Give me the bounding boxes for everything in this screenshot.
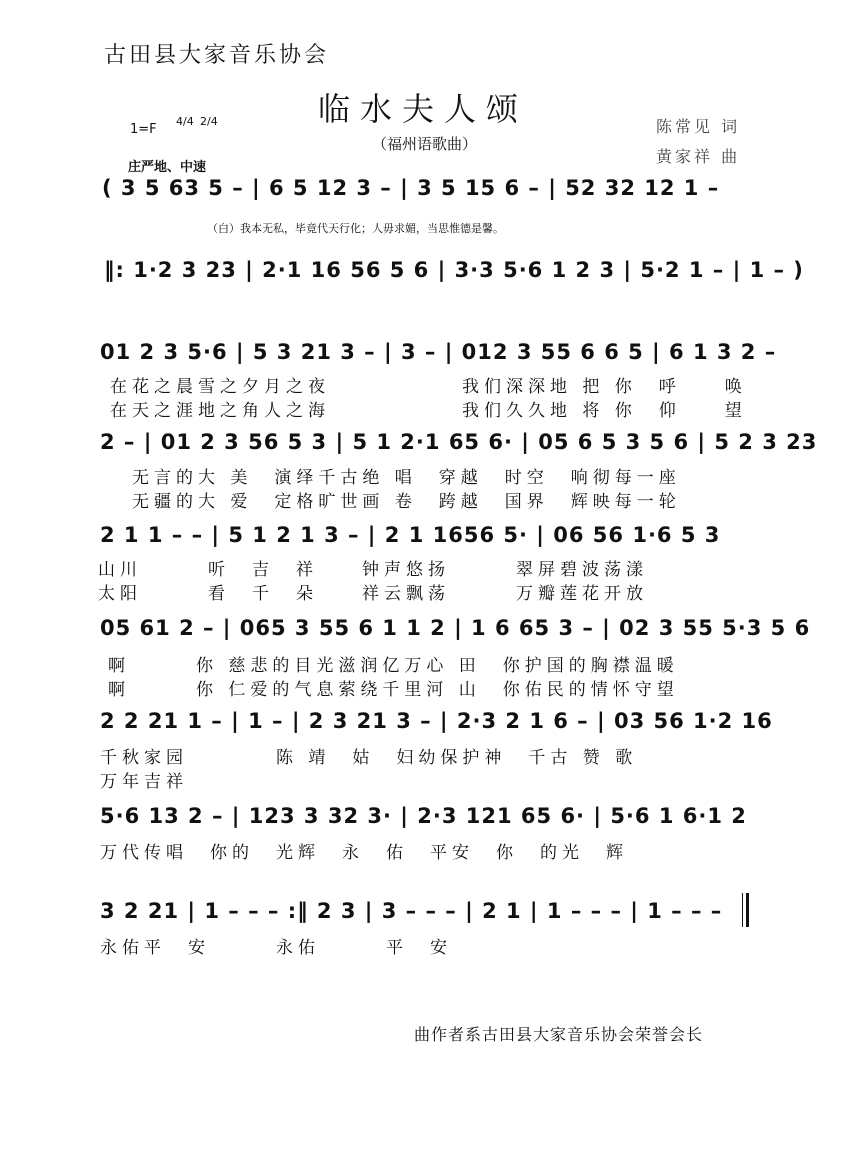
- score-line-7-lyric-1: 千秋家园 陈 靖 姑 妇幼保护神 千古 赞 歌: [100, 748, 638, 768]
- score-line-8-lyric-1: 万代传唱 你的 光辉 永 佑 平安 你 的光 辉: [100, 843, 628, 863]
- final-barline-thin: [742, 893, 743, 927]
- association-name: 古田县大家音乐协会: [104, 43, 330, 68]
- final-barline-thick: [746, 893, 749, 927]
- score-line-8-notes: 5·6 13 2 – | 123 3 32 3· | 2·3 121 65 6· | 5·6 1 6·1 2: [100, 804, 747, 828]
- score-line-9-notes: 3 2 21 | 1 – – – :‖ 2 3 | 3 – – – | 2 1 | 1 – – – | 1 – – –: [100, 899, 723, 923]
- score-line-5-lyric-2: 太阳 看 千 朵 祥云飘荡 万瓣莲花开放: [98, 584, 648, 604]
- song-title: 临水夫人颂: [318, 90, 529, 128]
- score-line-3-lyric-2: 在天之涯地之角人之海 我们久久地 将 你 仰 望: [110, 401, 747, 421]
- score-line-6-lyric-1: 啊 你 慈悲的目光滋润亿万心 田 你护国的胸襟温暖: [108, 656, 679, 676]
- score-line-6-lyric-2: 啊 你 仁爱的气息萦绕千里河 山 你佑民的情怀守望: [108, 680, 679, 700]
- score-line-7-notes: 2 2 21 1 – | 1 – | 2 3 21 3 – | 2·3 2 1 6 – | 03 56 1·2 16: [100, 709, 773, 733]
- score-line-4-notes: 2 – | 01 2 3 56 5 3 | 5 1 2·1 65 6· | 05 6 5 3 5 6 | 5 2 3 23: [100, 430, 818, 454]
- footer-note: 曲作者系古田县大家音乐协会荣誉会长: [414, 1025, 704, 1044]
- key-signature: 1=F: [130, 122, 157, 137]
- score-line-3-lyric-1: 在花之晨雪之夕月之夜 我们深深地 把 你 呼 唤: [110, 377, 747, 397]
- score-line-9-lyric-1: 永佑平 安 永佑 平 安: [100, 938, 452, 958]
- tempo-marking: 庄严地、中速: [128, 160, 207, 175]
- score-line-6-notes: 05 61 2 – | 065 3 55 6 1 1 2 | 1 6 65 3 – | 02 3 55 5·3 5 6: [100, 616, 811, 640]
- score-line-1-notes: ( 3 5 63 5 – | 6 5 12 3 – | 3 5 15 6 – | 52 32 12 1 –: [102, 176, 720, 200]
- score-line-4-lyric-2: 无疆的大 爱 定格旷世画 卷 跨越 国界 辉映每一轮: [110, 492, 681, 512]
- song-subtitle: （福州语歌曲）: [372, 135, 478, 153]
- score-line-5-notes: 2 1 1 – – | 5 1 2 1 3 – | 2 1 1656 5· | 06 56 1·6 5 3: [100, 523, 721, 547]
- score-line-2-notes: ‖: 1·2 3 23 | 2·1 16 56 5 6 | 3·3 5·6 1 2 3 | 5·2 1 – | 1 – ): [104, 258, 804, 282]
- lyricist-credit: 陈常见 词: [656, 117, 741, 136]
- composer-credit: 黄家祥 曲: [656, 147, 741, 166]
- time-signature-b: 2/4: [200, 115, 218, 128]
- time-signature-a: 4/4: [176, 115, 194, 128]
- score-line-5-lyric-1: 山川 听 吉 祥 钟声悠扬 翠屏碧波荡漾: [98, 560, 648, 580]
- score-line-7-lyric-2: 万年吉祥: [100, 772, 188, 792]
- spoken-passage: （白）我本无私，毕竟代天行化；人毋求媚，当思惟德是馨。: [207, 222, 504, 235]
- score-line-3-notes: 01 2 3 5·6 | 5 3 21 3 – | 3 – | 012 3 55 6 6 5 | 6 1 3 2 –: [100, 340, 777, 364]
- score-line-4-lyric-1: 无言的大 美 演绎千古绝 唱 穿越 时空 响彻每一座: [110, 468, 681, 488]
